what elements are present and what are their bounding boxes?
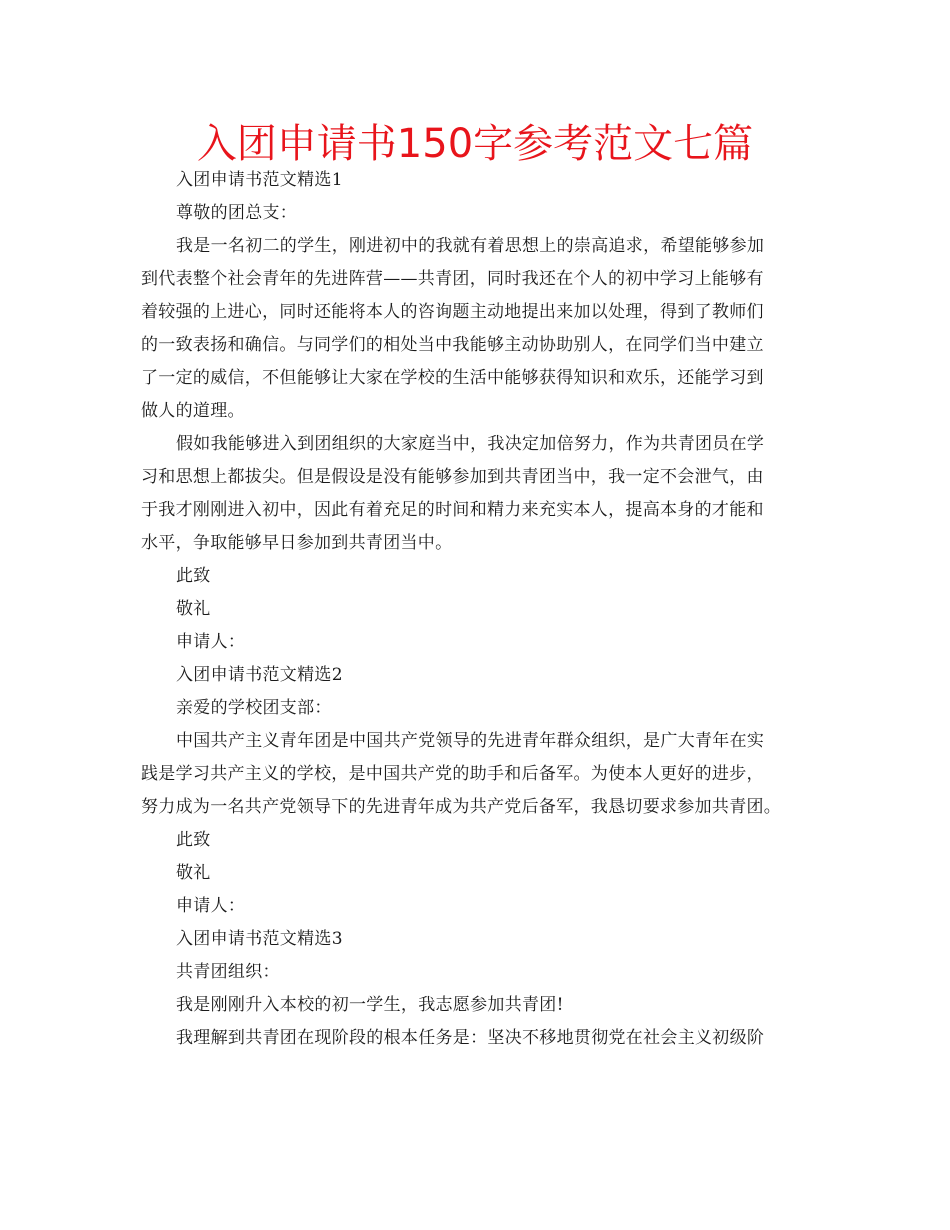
text-line: 入团申请书范文精选3: [176, 929, 343, 949]
text-line: 我是刚刚升入本校的初一学生，我志愿参加共青团!: [176, 995, 564, 1015]
text-line: 申请人：: [176, 632, 246, 652]
text-line: 了一定的威信，不但能够让大家在学校的生活中能够获得知识和欢乐，还能学习到: [141, 368, 764, 388]
text-line: 此致: [176, 830, 211, 850]
text-line: 申请人：: [176, 896, 246, 916]
text-line: 中国共产主义青年团是中国共产党领导的先进青年群众组织，是广大青年在实: [176, 731, 765, 751]
text-line: 敬礼: [176, 599, 211, 619]
text-line: 亲爱的学校团支部：: [176, 698, 332, 718]
text-line: 尊敬的团总支：: [176, 203, 298, 223]
text-line: 假如我能够进入到团组织的大家庭当中，我决定加倍努力，作为共青团员在学: [176, 434, 765, 454]
text-line: 做人的道理。: [141, 401, 245, 421]
text-line: 此致: [176, 566, 211, 586]
text-line: 着较强的上进心，同时还能将本人的咨询题主动地提出来加以处理，得到了教师们: [141, 302, 764, 322]
text-line: 共青团组织：: [176, 962, 280, 982]
text-line: 于我才刚刚进入初中，因此有着充足的时间和精力来充实本人，提高本身的才能和: [141, 500, 764, 520]
text-line: 敬礼: [176, 863, 211, 883]
text-line: 我是一名初二的学生，刚进初中的我就有着思想上的崇高追求，希望能够参加: [176, 236, 765, 256]
text-line: 水平，争取能够早日参加到共青团当中。: [141, 533, 453, 553]
text-line: 习和思想上都拔尖。但是假设是没有能够参加到共青团当中，我一定不会泄气，由: [141, 467, 764, 487]
text-line: 我理解到共青团在现阶段的根本任务是：坚决不移地贯彻党在社会主义初级阶: [176, 1028, 765, 1048]
text-line: 的一致表扬和确信。与同学们的相处当中我能够主动协助别人，在同学们当中建立: [141, 335, 764, 355]
text-line: 努力成为一名共产党领导下的先进青年成为共产党后备军，我恳切要求参加共青团。: [141, 797, 782, 817]
page-title: 入团申请书150字参考范文七篇: [196, 121, 754, 167]
document-body: [141, 164, 817, 1055]
text-line: 到代表整个社会青年的先进阵营——共青团，同时我还在个人的初中学习上能够有: [141, 269, 764, 289]
text-line: 践是学习共产主义的学校，是中国共产党的助手和后备军。为使本人更好的进步，: [141, 764, 764, 784]
text-line: 入团申请书范文精选2: [176, 665, 343, 685]
text-line: 入团申请书范文精选1: [176, 170, 343, 190]
